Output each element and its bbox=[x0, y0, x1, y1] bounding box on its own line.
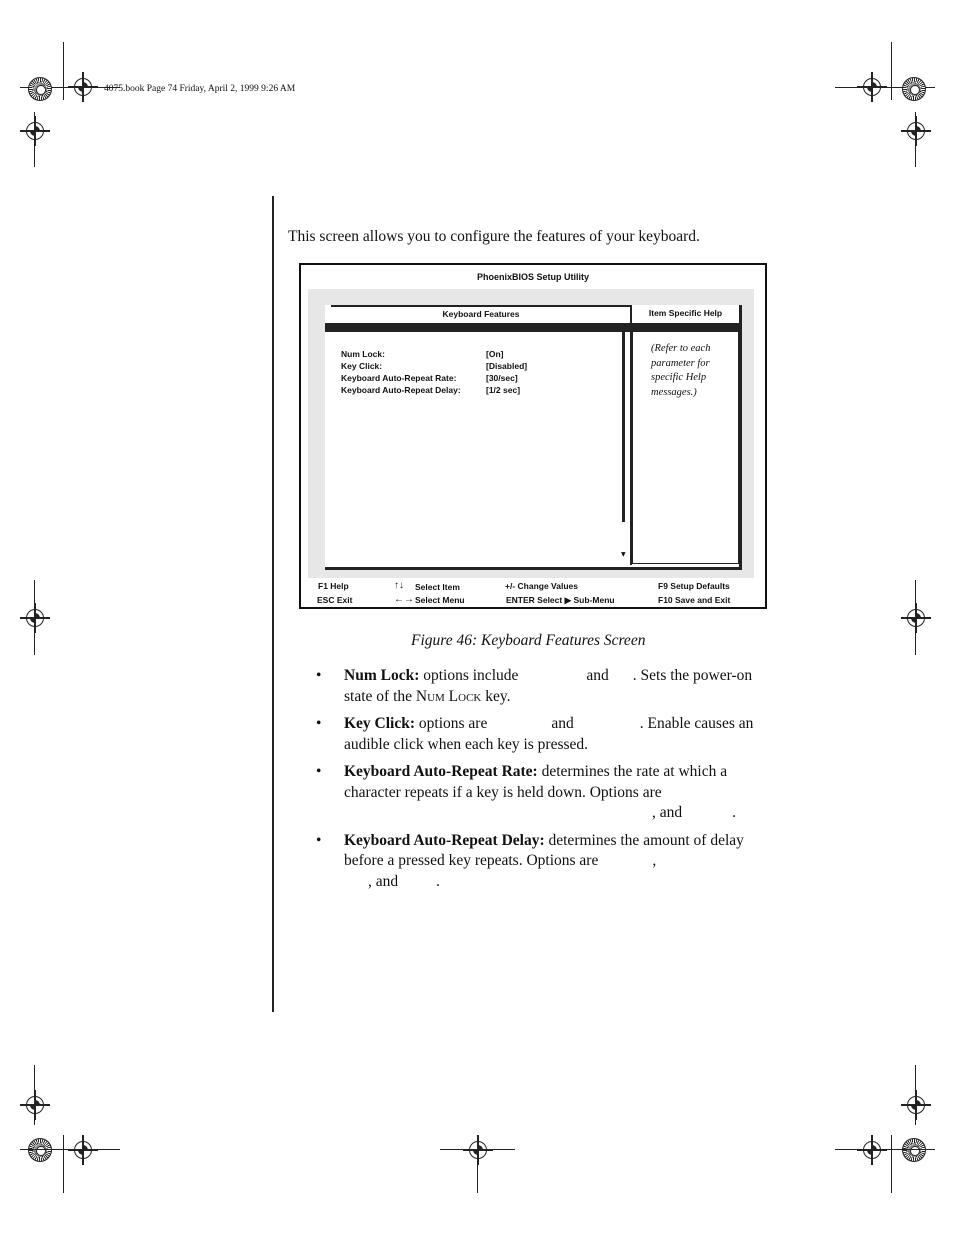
registration-target-icon bbox=[907, 1096, 925, 1114]
bullet-text: determines the amount of delay bbox=[548, 831, 744, 849]
bullet-num-lock bbox=[316, 666, 776, 707]
bullet-text: and bbox=[551, 715, 574, 732]
bullet-text: options are bbox=[418, 715, 488, 732]
crop-mark bbox=[915, 112, 916, 167]
setting-value[interactable]: [On] bbox=[486, 349, 504, 359]
bullet-repeat-rate bbox=[316, 762, 776, 824]
bios-title: PhoenixBIOS Setup Utility bbox=[476, 272, 589, 282]
sub-menu-label: Sub-Menu bbox=[573, 595, 615, 605]
setting-auto-repeat-delay[interactable] bbox=[341, 384, 527, 396]
bullet-repeat-delay bbox=[316, 831, 776, 893]
registration-target-icon bbox=[907, 609, 925, 627]
setting-label: Keyboard Auto-Repeat Delay: bbox=[341, 385, 461, 395]
registration-target-icon bbox=[863, 1141, 881, 1159]
bullet-text: , bbox=[652, 852, 657, 869]
menu-band bbox=[325, 323, 739, 332]
enter-select-label: ENTER Select bbox=[506, 595, 563, 605]
up-down-arrows-icon: ↑↓ bbox=[394, 580, 404, 591]
right-triangle-icon: ▶ bbox=[564, 595, 572, 605]
bullet-text: determines the rate at which a bbox=[541, 763, 728, 780]
margin-rule bbox=[272, 196, 274, 1012]
bullet-term: Num Lock: bbox=[344, 667, 420, 684]
crop-mark bbox=[34, 112, 35, 167]
crop-mark bbox=[34, 580, 35, 655]
intro-paragraph: This screen allows you to configure the features of your keyboard. bbox=[288, 228, 700, 245]
registration-target-icon bbox=[469, 1141, 487, 1159]
crop-mark bbox=[63, 42, 64, 100]
bullet-marker: • bbox=[316, 763, 322, 780]
bios-main-panel bbox=[325, 305, 742, 570]
registration-target-icon bbox=[26, 609, 44, 627]
left-right-arrows-icon: ←→ bbox=[394, 594, 414, 605]
crop-mark bbox=[891, 42, 892, 100]
scroll-down-arrow-icon[interactable]: ▼ bbox=[621, 551, 626, 558]
item-specific-help-title: Item Specific Help bbox=[648, 308, 723, 318]
tab-top-bar bbox=[331, 305, 631, 307]
bullet-text: , and bbox=[368, 872, 399, 890]
bullet-text: key. bbox=[485, 687, 511, 705]
help-panel bbox=[632, 332, 739, 564]
bullet-marker: • bbox=[316, 715, 322, 732]
bullet-text: . bbox=[732, 804, 737, 821]
bullet-term: Keyboard Auto-Repeat Rate: bbox=[344, 763, 538, 780]
registration-target-icon bbox=[907, 122, 925, 140]
registration-target-icon bbox=[863, 78, 881, 96]
bullet-text: and bbox=[586, 667, 609, 684]
bullet-key-click bbox=[316, 714, 776, 755]
bullet-text: character repeats if a key is held down. Options are bbox=[344, 783, 662, 801]
crop-mark bbox=[915, 1065, 916, 1125]
bullet-text: before a pressed key repeats. Options are bbox=[344, 852, 599, 869]
registration-target-icon bbox=[26, 1096, 44, 1114]
crop-mark bbox=[63, 1135, 64, 1193]
f1-help-key[interactable]: F1 Help bbox=[318, 581, 349, 591]
print-info-header: 4075.book Page 74 Friday, April 2, 1999 9:26 AM bbox=[104, 84, 296, 94]
f9-setup-defaults-key[interactable]: F9 Setup Defaults bbox=[658, 581, 730, 591]
registration-target-icon bbox=[74, 1141, 92, 1159]
enter-select-hint bbox=[506, 595, 615, 606]
bullet-text: . Enable causes an bbox=[639, 715, 754, 732]
settings-list bbox=[341, 348, 527, 396]
option-descriptions bbox=[316, 666, 776, 899]
setting-label: Key Click: bbox=[341, 361, 383, 371]
bullet-term: Keyboard Auto-Repeat Delay: bbox=[344, 831, 545, 849]
bullet-text: options include bbox=[423, 667, 519, 684]
color-starburst-icon bbox=[902, 1138, 926, 1162]
help-text: (Refer to each parameter for specific Help messages.) bbox=[651, 343, 711, 398]
bios-screen-figure bbox=[299, 263, 767, 609]
tab-keyboard-features[interactable]: Keyboard Features bbox=[442, 309, 520, 319]
setting-key-click[interactable] bbox=[341, 360, 527, 372]
color-starburst-icon bbox=[28, 77, 52, 101]
bullet-text: , and bbox=[652, 804, 683, 821]
crop-mark bbox=[915, 580, 916, 655]
change-values-hint: +/- Change Values bbox=[505, 581, 578, 591]
key-name: Num Lock bbox=[415, 687, 482, 705]
registration-target-icon bbox=[26, 122, 44, 140]
registration-target-icon bbox=[74, 78, 92, 96]
setting-value[interactable]: [Disabled] bbox=[486, 361, 528, 371]
setting-label: Num Lock: bbox=[341, 349, 385, 359]
setting-num-lock[interactable] bbox=[341, 348, 527, 360]
esc-exit-key[interactable]: ESC Exit bbox=[317, 595, 353, 605]
bullet-marker: • bbox=[316, 667, 322, 684]
bullet-text: audible click when each key is pressed. bbox=[344, 735, 589, 753]
select-item-hint: Select Item bbox=[415, 582, 460, 592]
crop-mark bbox=[34, 1065, 35, 1125]
bullet-text: . bbox=[436, 872, 441, 890]
setting-label: Keyboard Auto-Repeat Rate: bbox=[341, 373, 457, 383]
figure-caption: Figure 46: Keyboard Features Screen bbox=[411, 632, 646, 649]
select-menu-hint: Select Menu bbox=[415, 595, 465, 605]
f10-save-exit-key[interactable]: F10 Save and Exit bbox=[658, 595, 731, 605]
color-starburst-icon bbox=[902, 77, 926, 101]
bullet-term: Key Click: bbox=[344, 715, 416, 732]
setting-auto-repeat-rate[interactable] bbox=[341, 372, 527, 384]
color-starburst-icon bbox=[28, 1138, 52, 1162]
scrollbar[interactable] bbox=[622, 332, 625, 522]
setting-value[interactable]: [1/2 sec] bbox=[486, 385, 521, 395]
crop-mark bbox=[477, 1135, 478, 1193]
bullet-text: state of the bbox=[344, 687, 413, 705]
crop-mark bbox=[891, 1135, 892, 1193]
bullet-text: . Sets the power-on bbox=[632, 667, 753, 684]
bullet-marker: • bbox=[316, 831, 322, 849]
setting-value[interactable]: [30/sec] bbox=[486, 373, 518, 383]
